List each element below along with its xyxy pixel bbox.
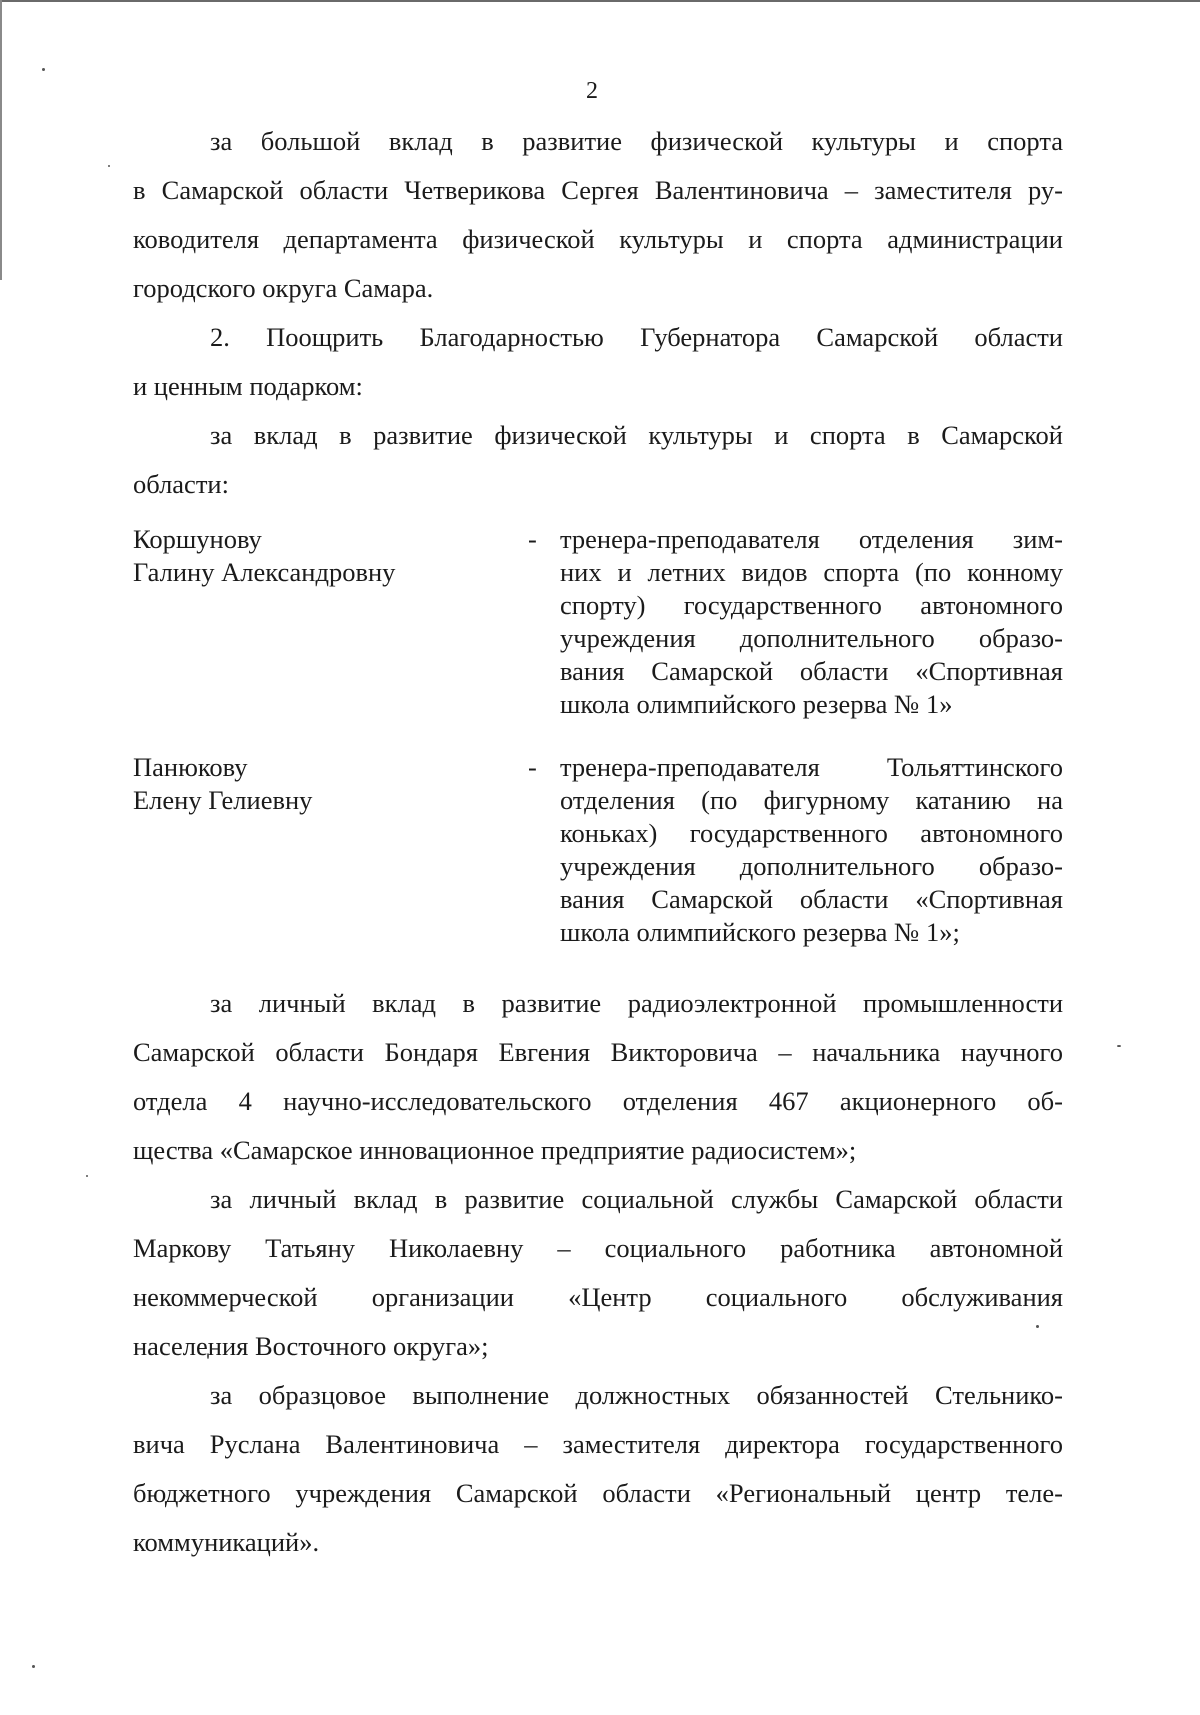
text-line: 2. Поощрить Благодарностью Губернатора Самарской области (210, 322, 1063, 352)
sport-intro-paragraph (133, 411, 1063, 509)
text-line: городского округа Самара. (133, 273, 434, 303)
text-line: бюджетного учреждения Самарской области «Региональный центр теле- (133, 1478, 1063, 1508)
awardee-position (560, 751, 1063, 949)
text-line: за образцовое выполнение должностных обязанностей Стельнико- (210, 1380, 1063, 1410)
position-line: учреждения дополнительного образо- (560, 623, 1063, 653)
text-line: щества «Самарское инновационное предприятие радиосистем»; (133, 1135, 857, 1165)
text-line: населения Восточного округа»; (133, 1331, 489, 1361)
awardee-row (133, 523, 1063, 721)
text-line: коммуникаций». (133, 1527, 320, 1557)
text-line: ководителя департамента физической культуры и спорта администрации (133, 224, 1063, 254)
awardee-name (133, 523, 528, 721)
position-line: тренера-преподавателя отделения зим- (560, 524, 1063, 554)
text-line: в Самарской области Четверикова Сергея Валентиновича – заместителя ру- (133, 175, 1063, 205)
scan-speck (86, 1175, 88, 1177)
scan-speck (42, 68, 45, 71)
radio-paragraph (133, 979, 1063, 1175)
awardee-name (133, 751, 528, 949)
awardee-list (133, 523, 1063, 949)
position-line: школа олимпийского резерва № 1»; (560, 917, 960, 947)
dash-separator: - (528, 524, 537, 554)
position-line: отделения (по фигурному катанию на (560, 785, 1063, 815)
scan-speck (32, 1665, 35, 1668)
scan-edge-top (0, 0, 1200, 2)
awardee-row (133, 751, 1063, 949)
page-number: 2 (586, 78, 598, 104)
position-line: школа олимпийского резерва № 1» (560, 689, 953, 719)
document-body (133, 117, 1063, 1567)
text-line: Самарской области Бондаря Евгения Викторовича – начальника научного (133, 1037, 1063, 1067)
text-line: за личный вклад в развитие социальной службы Самарской области (210, 1184, 1063, 1214)
item-2-paragraph (133, 313, 1063, 411)
text-line: и ценным подарком: (133, 371, 363, 401)
name-line: Елену Гелиевну (133, 785, 313, 815)
duties-paragraph (133, 1371, 1063, 1567)
position-line: вания Самарской области «Спортивная (560, 656, 1063, 686)
intro-paragraph (133, 117, 1063, 313)
name-line: Коршунову (133, 524, 262, 554)
name-line: Галину Александровну (133, 557, 396, 587)
awardee-position (560, 523, 1063, 721)
text-line: за личный вклад в развитие радиоэлектронной промышленности (210, 988, 1063, 1018)
scan-speck (108, 165, 110, 167)
text-line: области: (133, 469, 229, 499)
text-line: за вклад в развитие физической культуры и спорта в Самарской (210, 420, 1063, 450)
dash-separator: - (528, 752, 537, 782)
position-line: вания Самарской области «Спортивная (560, 884, 1063, 914)
text-line: Маркову Татьяну Николаевну – социального работника автономной (133, 1233, 1063, 1263)
text-line: некоммерческой организации «Центр социального обслуживания (133, 1282, 1063, 1312)
scan-speck (1117, 1045, 1121, 1047)
position-line: них и летних видов спорта (по конному (560, 557, 1063, 587)
position-line: тренера-преподавателя Тольяттинского (560, 752, 1063, 782)
name-line: Панюкову (133, 752, 248, 782)
position-line: учреждения дополнительного образо- (560, 851, 1063, 881)
social-paragraph (133, 1175, 1063, 1371)
text-line: за большой вклад в развитие физической культуры и спорта (210, 126, 1063, 156)
position-line: коньках) государственного автономного (560, 818, 1063, 848)
text-line: отдела 4 научно-исследовательского отделения 467 акционерного об- (133, 1086, 1063, 1116)
position-line: спорту) государственного автономного (560, 590, 1063, 620)
text-line: вича Руслана Валентиновича – заместителя директора государственного (133, 1429, 1063, 1459)
scan-edge-left (0, 0, 2, 280)
